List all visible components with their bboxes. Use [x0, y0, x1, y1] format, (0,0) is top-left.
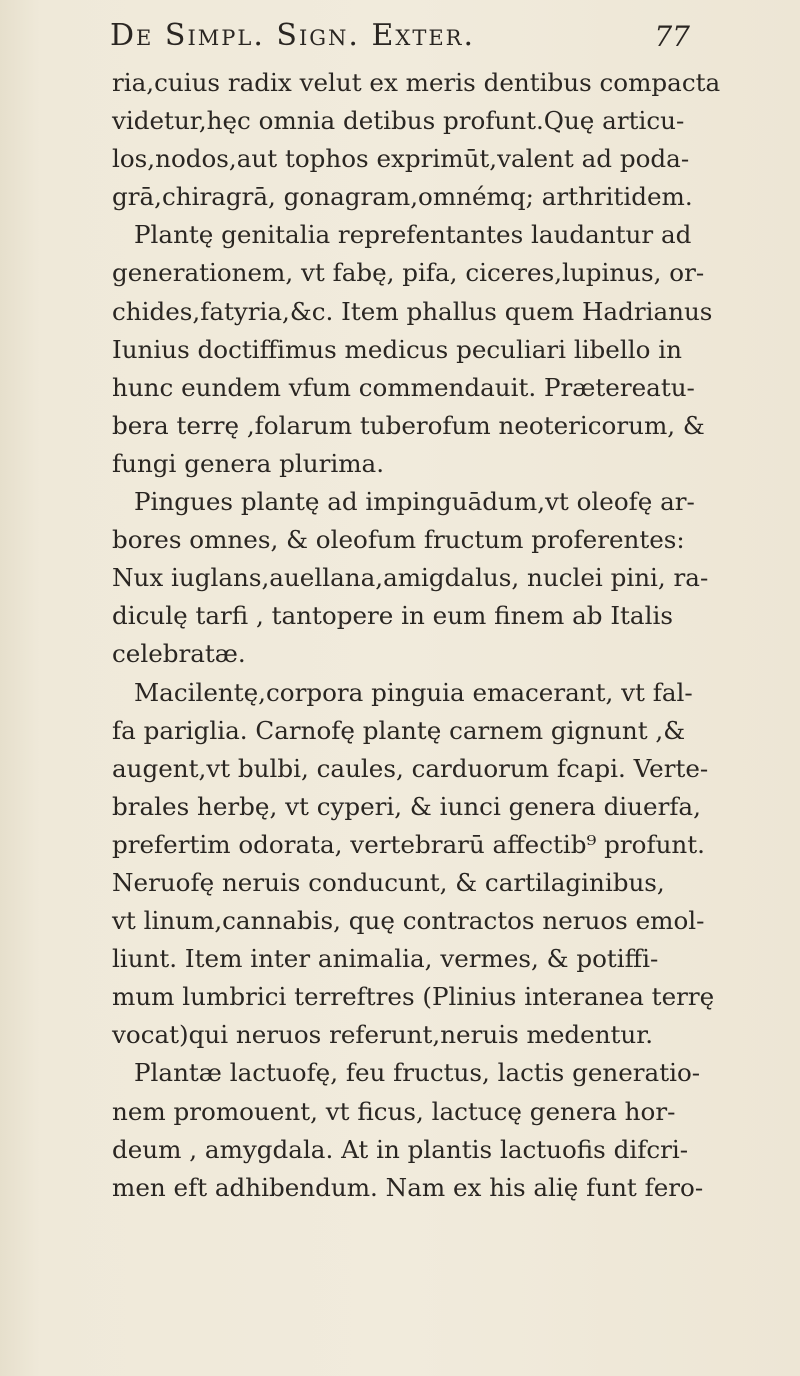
text-line: diculę tarfi , tantopere in eum finem ab Italis: [112, 601, 673, 631]
text-line: Nux iuglans,auellana,amigdalus, nuclei pini, ra-: [112, 563, 709, 593]
text-line: bera terrę ,folarum tuberofum neotericorum, &: [112, 410, 705, 440]
text-line: grā,chiragrā, gonagram,omnémq; arthritidem.: [112, 182, 693, 212]
text-line: Plantæ lactuofę, feu fructus, lactis generatio-: [134, 1058, 701, 1088]
text-line: ria,cuius radix velut ex meris dentibus compacta: [112, 68, 721, 97]
text-line: generationem, vt fabę, pifa, ciceres,lupinus, or-: [112, 258, 705, 288]
text-line: men eft adhibendum. Nam ex his alię funt fero-: [112, 1172, 704, 1202]
page-number: 77: [654, 20, 690, 53]
page-header: [110, 18, 690, 62]
text-line: vocat)qui neruos referunt,neruis medentur.: [112, 1020, 654, 1050]
text-line: Iunius doctiffimus medicus peculiari libello in: [112, 334, 682, 364]
text-line: liunt. Item inter animalia, vermes, & potiffi-: [112, 944, 659, 974]
text-line: brales herbę, vt cyperi, & iunci genera diuerfa,: [112, 791, 701, 821]
text-line: Neruofę neruis conducunt, & cartilaginibus,: [112, 867, 665, 897]
text-line: Pingues plantę ad impinguādum,vt oleofę ar-: [134, 487, 695, 517]
text-line: celebratæ.: [112, 639, 246, 669]
text-line: deum , amygdala. At in plantis lactuofis difcri-: [112, 1134, 689, 1164]
text-line: nem promouent, vt ficus, lactucę genera hor-: [112, 1096, 676, 1126]
text-line: mum lumbrici terreftres (Plinius interanea terrę: [112, 982, 715, 1012]
text-line: bores omnes, & oleofum fructum proferentes:: [112, 525, 685, 555]
text-line: fungi genera plurima.: [112, 448, 385, 478]
text-line: augent,vt bulbi, caules, carduorum fcapi. Verte-: [112, 753, 709, 783]
text-line: los,nodos,aut tophos exprimūt,valent ad poda-: [112, 144, 690, 174]
text-line: fa pariglia. Carnofę plantę carnem gignunt ,&: [112, 715, 686, 745]
text-line: prefertim odorata, vertebrarū affectib⁹ profunt.: [112, 829, 705, 859]
text-line: hunc eundem vfum commendauit. Prætereatu-: [112, 372, 695, 402]
text-line: vt linum,cannabis, quę contractos neruos emol-: [112, 906, 705, 936]
text-line: Plantę genitalia reprefentantes laudantur ad: [134, 220, 692, 250]
text-line: videtur,hęc omnia detibus profunt.Quę articu-: [112, 106, 685, 136]
running-head: De Simpl. Sign. Exter.: [110, 18, 476, 53]
text-line: Macilentę,corpora pinguia emacerant, vt fal-: [134, 677, 693, 707]
text-line: chides,fatyria,&c. Item phallus quem Hadrianus: [112, 296, 713, 326]
body-text: [112, 64, 721, 1207]
